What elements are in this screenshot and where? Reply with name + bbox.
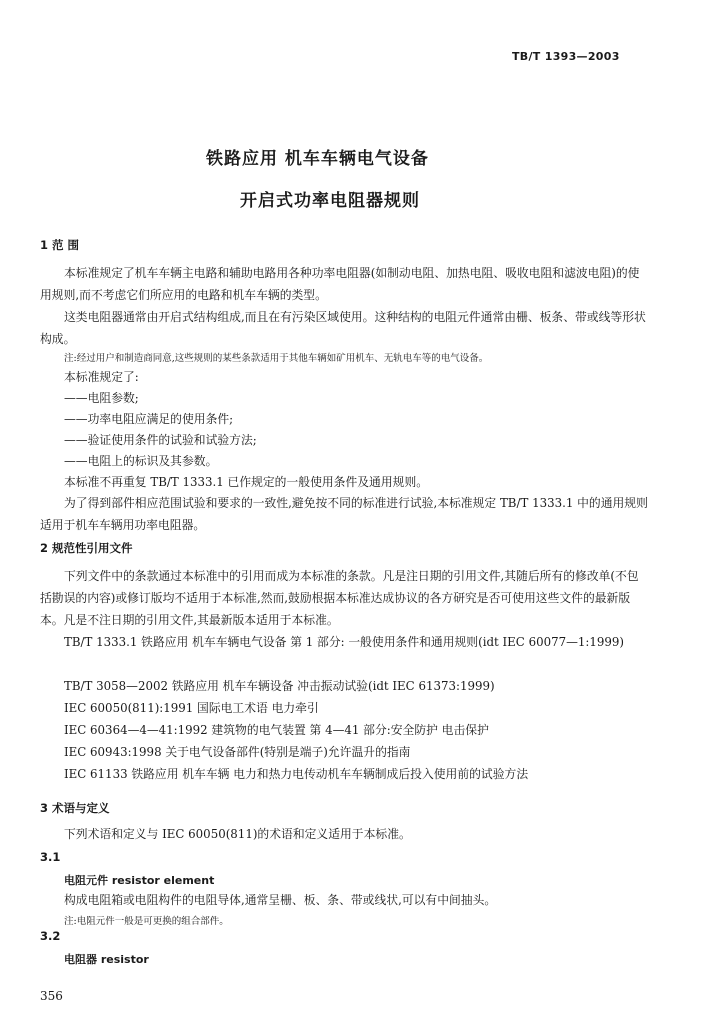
term-number: 3.1 — [40, 850, 61, 864]
list-item: ——验证使用条件的试验和试验方法; — [64, 433, 257, 447]
references-paragraph: 下列文件中的条款通过本标准中的引用而成为本标准的条款。凡是注日期的引用文件,其随后所有的修改单(不包括勘误的内容)或修订版均不适用于本标准,然而,鼓励根据本标准达成协议的各方研究是否可使用这些文件的最新版本。凡是不注日期的引用文件,其最新版本适用于本标准。 — [40, 569, 639, 627]
title-line-2: 开启式功率电阻器规则 — [240, 191, 420, 211]
standard-code: TB/T 1393—2003 — [512, 50, 620, 63]
list-item: ——电阻上的标识及其参数。 — [64, 454, 218, 468]
reference-item: TB/T 1333.1 铁路应用 机车车辆电气设备 第 1 部分: 一般使用条件和通用规则(idt IEC 60077—1:1999) — [64, 635, 625, 649]
section-2-heading: 2 规范性引用文件 — [40, 541, 133, 555]
scope-note: 注:经过用户和制造商同意,这些规则的某些条款适用于其他车辆如矿用机车、无轨电车等的电气设备。 — [64, 353, 489, 364]
scope-paragraph-2: 这类电阻器通常由开启式结构组成,而且在有污染区域使用。这种结构的电阻元件通常由栅、板条、带或线等形状构成。 — [40, 310, 646, 346]
term-title: 电阻器 resistor — [64, 953, 149, 966]
page-number: 356 — [40, 989, 63, 1003]
reference-item: IEC 60050(811):1991 国际电工术语 电力牵引 — [64, 701, 319, 715]
term-definition: 构成电阻箱或电阻构件的电阻导体,通常呈栅、板、条、带或线状,可以有中间抽头。 — [64, 893, 497, 907]
scope-intro: 本标准规定了: — [64, 370, 139, 384]
reference-item: IEC 60364—4—41:1992 建筑物的电气装置 第 4—41 部分:安全防护 电击保护 — [64, 723, 489, 737]
scope-paragraph-1: 本标准规定了机车车辆主电路和辅助电路用各种功率电阻器(如制动电阻、加热电阻、吸收电阻和滤波电阻)的使用规则,而不考虑它们所应用的电路和机车车辆的类型。 — [40, 266, 640, 302]
section-1-heading: 1 范 围 — [40, 238, 80, 252]
scope-paragraph-4: 为了得到部件相应范围试验和要求的一致性,避免按不同的标准进行试验,本标准规定 TB/T 1333.1 中的通用规则适用于机车车辆用功率电阻器。 — [40, 496, 648, 532]
title-line-1: 铁路应用 机车车辆电气设备 — [206, 149, 429, 169]
list-item: ——功率电阻应满足的使用条件; — [64, 412, 234, 426]
list-item: ——电阻参数; — [64, 391, 139, 405]
reference-item: TB/T 3058—2002 铁路应用 机车车辆设备 冲击振动试验(idt IEC 61373:1999) — [64, 679, 495, 693]
section-3-heading: 3 术语与定义 — [40, 801, 110, 815]
scope-paragraph-3: 本标准不再重复 TB/T 1333.1 已作规定的一般使用条件及通用规则。 — [64, 475, 429, 489]
reference-item: IEC 60943:1998 关于电气设备部件(特别是端子)允许温升的指南 — [64, 745, 411, 759]
term-note: 注:电阻元件一般是可更换的组合部件。 — [64, 916, 229, 927]
reference-item: IEC 61133 铁路应用 机车车辆 电力和热力电传动机车车辆制成后投入使用前的试验方法 — [64, 767, 529, 781]
term-number: 3.2 — [40, 929, 61, 943]
term-title: 电阻元件 resistor element — [64, 874, 215, 887]
terms-intro: 下列术语和定义与 IEC 60050(811)的术语和定义适用于本标准。 — [64, 827, 411, 841]
